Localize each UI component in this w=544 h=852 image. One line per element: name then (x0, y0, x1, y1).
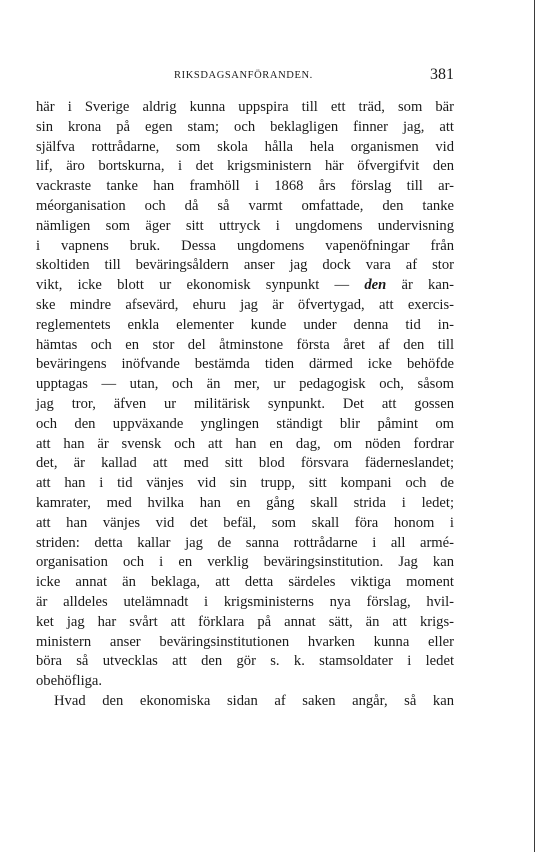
text-line: nämligen som äger sitt uttryck i ungdomens undervisning (36, 217, 454, 234)
text-line: att han vänjes vid det befäl, som skall föra honom i (36, 514, 454, 531)
text-line: här i Sverige aldrig kunna uppspira till ett träd, som bär (36, 99, 454, 115)
text-line: böra så utvecklas att den gör s. k. stamsoldater i ledet (36, 653, 454, 670)
text-line: vackraste tanke han framhöll i 1868 års förslag till ar- (36, 178, 454, 195)
running-header-title: RIKSDAGSANFÖRANDEN. (174, 70, 313, 81)
body-text (36, 98, 454, 712)
text-line: icke annat än beklaga, att detta särdeles viktiga moment (36, 574, 454, 591)
text-line: själfva rottrådarne, som skola hålla hela organismen vid (36, 138, 454, 155)
text-line: är alldeles utelämnadt i krigsministerns nya förslag, hvil- (36, 593, 454, 610)
text-line: striden: detta kallar jag de sanna rottrådarne i all armé- (36, 534, 454, 551)
text-line: och den uppväxande ynglingen ständigt blir påmint om (36, 415, 454, 432)
text-line: skoltiden till beväringsåldern anser jag dock vara af stor (36, 257, 454, 274)
text-line: att han är svensk och att han en dag, om nöden fordrar (36, 435, 454, 452)
emphasized-word: den (364, 277, 387, 294)
page-number: 381 (430, 66, 454, 83)
text-line: hämtas och en stor del åtminstone första året af den till (36, 336, 454, 353)
text-line: Hvad den ekonomiska sidan af saken angår, så kan (54, 692, 454, 709)
text-line: beväringens inöfvande bestämda tiden därmed icke behöfde (36, 356, 454, 373)
text-line-start: vikt, icke blott ur ekonomisk synpunkt — (36, 277, 350, 294)
page-edge-line (534, 0, 535, 852)
text-line: det, är kallad att med sitt blod försvara fäderneslandet; (36, 455, 454, 472)
text-line: upptagas — utan, och än mer, ur pedagogisk och, såsom (36, 376, 454, 393)
text-line-emphasis (36, 276, 454, 296)
text-line: i vapnens bruk. Dessa ungdomens vapenöfningar från (36, 237, 454, 254)
text-line: ske mindre afsevärd, ehuru jag är öfvertygad, att exercis- (36, 296, 454, 313)
text-line: att han i tid vänjes vid sin trupp, sitt kompani och de (36, 475, 454, 492)
text-line: obehöfliga. (36, 673, 103, 690)
text-line: sin krona på egen stam; och beklagligen finner jag, att (36, 118, 454, 135)
text-line: méorganisation och då så varmt omfattade, den tanke (36, 197, 454, 214)
text-line: organisation och i en verklig beväringsinstitution. Jag kan (36, 554, 454, 571)
text-line-end: är kan- (401, 277, 454, 294)
text-line: lif, äro bortskurna, i det krigsministern här öfvergifvit den (36, 158, 454, 175)
running-header (36, 68, 454, 88)
text-line: ministern anser beväringsinstitutionen hvarken kunna eller (36, 633, 454, 650)
text-line: kamrater, med hvilka han en gång skall strida i ledet; (36, 494, 454, 511)
text-line: reglementets enkla elementer kunde under denna tid in- (36, 316, 454, 333)
text-line: jag tror, äfven ur militärisk synpunkt. Det att gossen (36, 395, 454, 412)
text-line: ket jag har svårt att förklara på annat sätt, än att krigs- (36, 613, 454, 630)
